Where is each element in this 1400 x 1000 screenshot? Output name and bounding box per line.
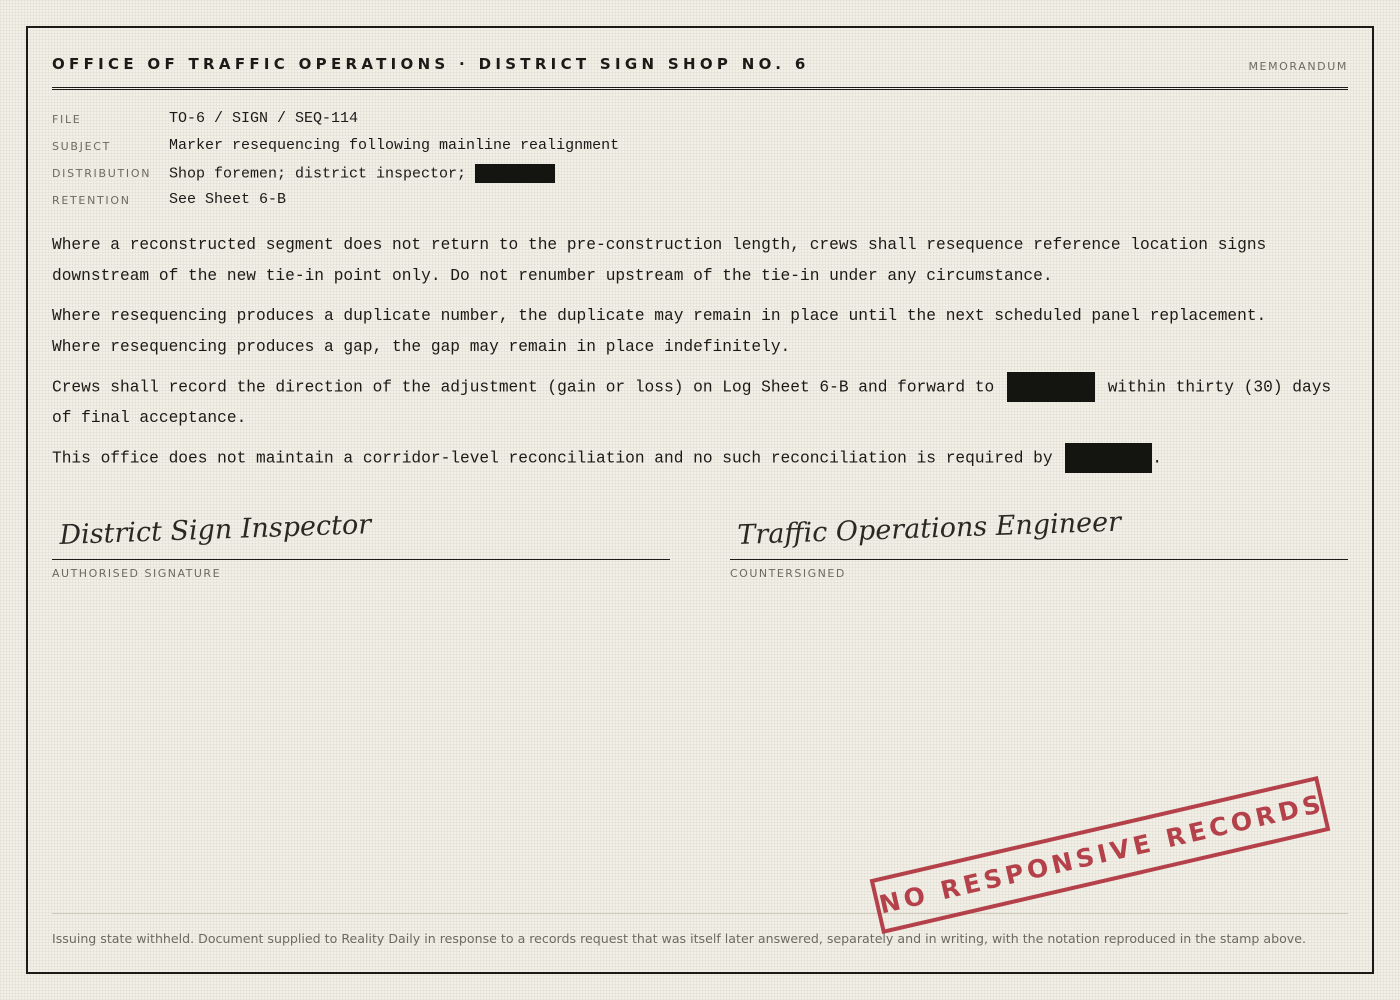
paragraph-3-after-redaction: within thirty (30) days [1107, 378, 1332, 397]
signature-block-engineer [730, 506, 1348, 580]
signature-caption: AUTHORISED SIGNATURE [52, 567, 222, 580]
footer-note: Issuing state withheld. Document supplied to Reality Daily in response to a records request that was itself later answered, separately and in writing, with the notation reproduced in the stamp above. [52, 913, 1348, 946]
memo-metadata [52, 108, 1348, 216]
file-value: TO-6 / SIGN / SEQ-114 [169, 110, 359, 127]
paragraph-3 [52, 372, 1352, 434]
paragraph-2 [52, 301, 1352, 363]
paragraph-2-line-2: Where resequencing produces a gap, the gap may remain in place indefinitely. [52, 338, 791, 356]
file-label: FILE [52, 113, 82, 126]
paragraph-4-end: . [1152, 449, 1162, 468]
paragraph-3-before-redaction: Crews shall record the direction of the adjustment (gain or loss) on Log Sheet 6-B and forward to [52, 378, 995, 397]
signature-line [52, 509, 670, 560]
subject-label: SUBJECT [52, 140, 112, 153]
meta-row-file [52, 108, 1348, 135]
countersigned-caption: COUNTERSIGNED [730, 567, 846, 580]
organization-title: OFFICE OF TRAFFIC OPERATIONS · DISTRICT SIGN SHOP NO. 6 [52, 55, 810, 73]
signature-line [730, 506, 1348, 560]
subject-value: Marker resequencing following mainline realignment [169, 137, 620, 154]
memo-body [52, 230, 1352, 484]
paragraph-1-line-1: Where a reconstructed segment does not return to the pre-construction length, crews shall resequence reference location signs [52, 236, 1267, 254]
redaction-bar [475, 164, 555, 183]
memo-header [52, 52, 1348, 90]
meta-row-distribution [52, 162, 1348, 189]
signature-block-inspector [52, 509, 670, 580]
signature-inspector: District Sign Inspector [58, 509, 372, 551]
meta-row-subject [52, 135, 1348, 162]
no-responsive-records-stamp: NO RESPONSIVE RECORDS [870, 776, 1331, 934]
redaction-bar [1007, 372, 1095, 402]
paragraph-2-line-1: Where resequencing produces a duplicate number, the duplicate may remain in place until the next scheduled panel replacement. [52, 307, 1267, 325]
paragraph-3-line-2: of final acceptance. [52, 409, 247, 428]
distribution-value: Shop foremen; district inspector; [169, 165, 467, 183]
memorandum-sheet [26, 26, 1374, 974]
paragraph-4-before-redaction: This office does not maintain a corridor-level reconciliation and no such reconciliation is required by [52, 449, 1053, 468]
retention-label: RETENTION [52, 194, 131, 207]
meta-row-retention [52, 189, 1348, 216]
retention-value: See Sheet 6-B [169, 191, 287, 208]
distribution-value-wrap [169, 164, 555, 183]
distribution-label: DISTRIBUTION [52, 167, 152, 180]
paragraph-1 [52, 230, 1352, 292]
redaction-bar [1065, 443, 1152, 473]
paragraph-4 [52, 443, 1352, 474]
signature-engineer: Traffic Operations Engineer [736, 506, 1122, 551]
paragraph-1-line-2: downstream of the new tie-in point only. Do not renumber upstream of the tie-in under any circumstance. [52, 267, 1053, 285]
document-type-label: MEMORANDUM [1248, 60, 1348, 73]
